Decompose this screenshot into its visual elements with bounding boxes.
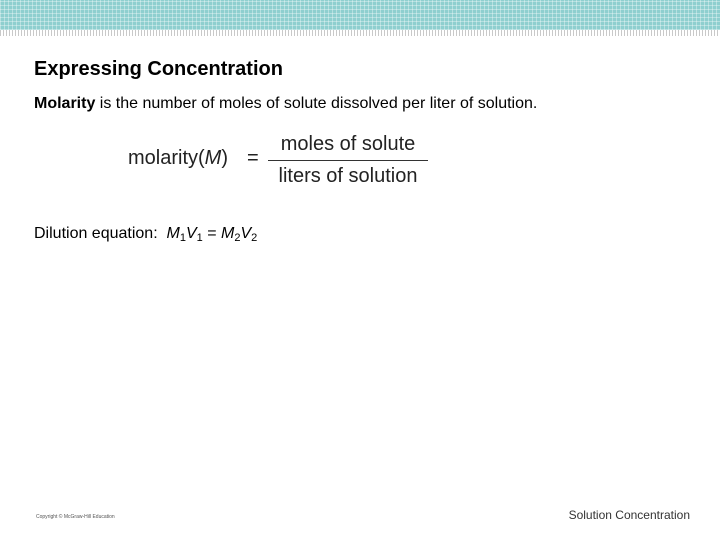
dilution-m1: M: [166, 225, 180, 242]
formula-lhs-symbol: M: [204, 147, 222, 169]
formula-lhs-close: ): [221, 147, 229, 169]
formula-denominator: liters of solution: [278, 165, 418, 187]
formula-lhs-text: molarity(: [128, 147, 205, 169]
formula-lhs: [128, 147, 228, 170]
dilution-sub-v2: 2: [251, 232, 258, 244]
dilution-sub-m1: 1: [179, 232, 186, 244]
definition-term: Molarity: [34, 95, 96, 112]
dilution-v2: V: [240, 225, 252, 242]
dilution-m2: M: [221, 225, 235, 242]
header-band: [0, 0, 720, 30]
molarity-definition: [34, 95, 537, 113]
copyright-notice: Copyright © McGraw-Hill Education: [36, 514, 115, 520]
fraction-bar: [268, 160, 428, 161]
formula-fraction: [268, 132, 428, 189]
definition-text: is the number of moles of solute dissolved per liter of solution.: [95, 95, 538, 112]
molarity-formula: [128, 132, 448, 188]
dilution-label: Dilution equation:: [34, 225, 158, 242]
dilution-v1: V: [185, 225, 197, 242]
dilution-equals: =: [207, 225, 217, 242]
dilution-sub-m2: 2: [234, 232, 241, 244]
dilution-sub-v1: 1: [196, 232, 203, 244]
formula-numerator: moles of solute: [280, 133, 416, 155]
formula-equals: =: [247, 147, 259, 169]
header-divider: [0, 30, 720, 36]
footer-label: Solution Concentration: [568, 508, 690, 522]
dilution-equation: [34, 225, 257, 244]
slide-title: Expressing Concentration: [34, 58, 283, 80]
